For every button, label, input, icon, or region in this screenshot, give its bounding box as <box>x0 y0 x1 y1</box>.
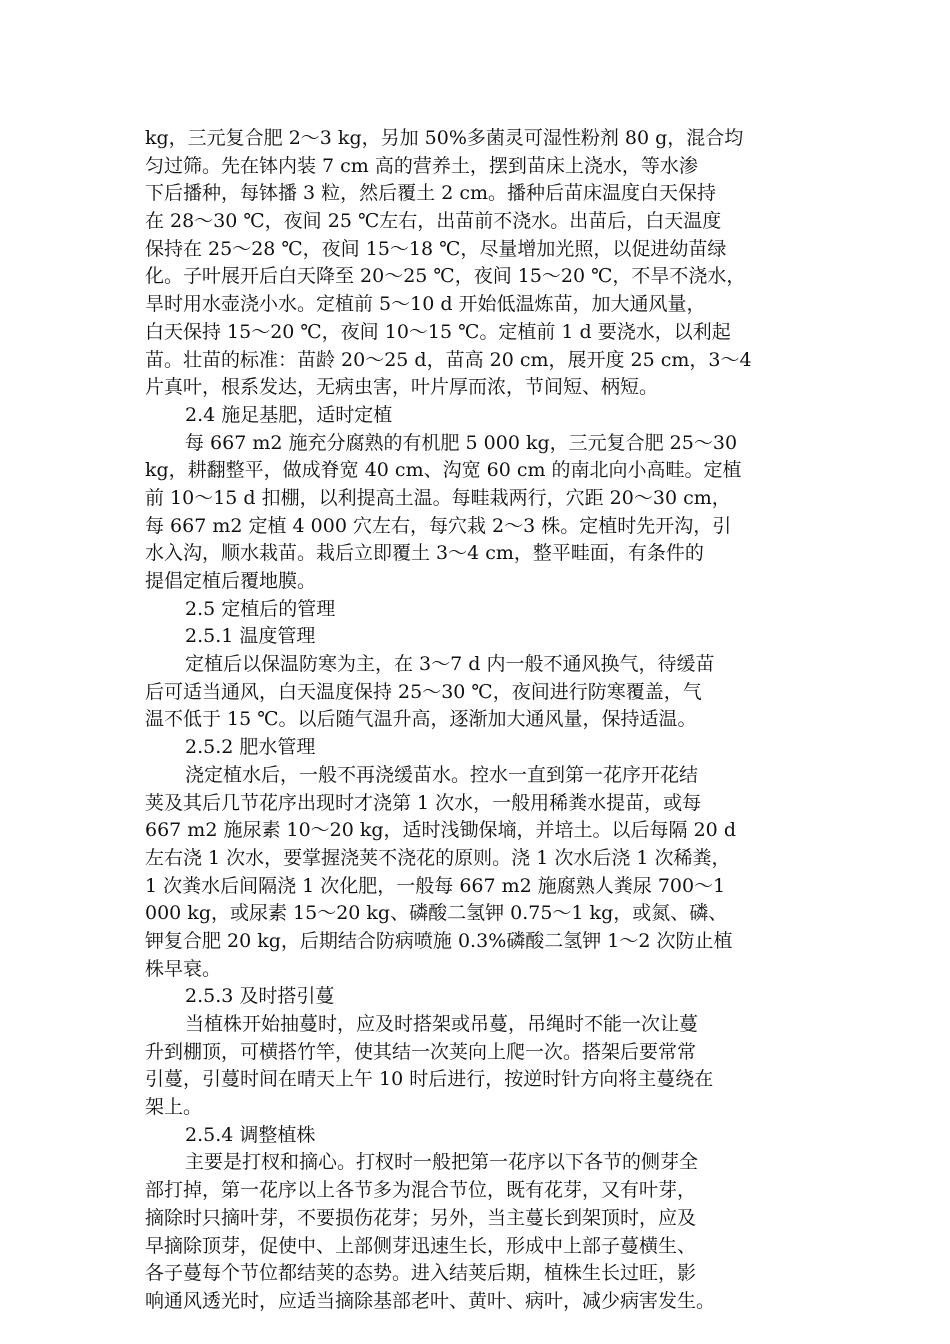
section-heading: 2.5.4 调整植株 <box>185 1123 316 1146</box>
text-line: 后可适当通风，白天温度保持 25～30 ℃，夜间进行防寒覆盖，气 <box>145 680 702 703</box>
text-line: 1 次粪水后间隔浇 1 次化肥，一般每 667 m2 施腐熟人粪尿 700～1 <box>145 874 726 897</box>
text-line: 在 28～30 ℃，夜间 25 ℃左右，出苗前不浇水。出苗后，白天温度 <box>145 210 722 233</box>
text-line: 匀过筛。先在钵内装 7 cm 高的营养土，摆到苗床上浇水，等水渗 <box>145 154 698 177</box>
section-heading: 2.5.3 及时搭引蔓 <box>185 985 335 1008</box>
text-line: 主要是打杈和摘心。打杈时一般把第一花序以下各节的侧芽全 <box>185 1151 699 1174</box>
text-line: 钾复合肥 20 kg，后期结合防病喷施 0.3%磷酸二氢钾 1～2 次防止植 <box>145 929 733 952</box>
text-line: 旱时用水壶浇小水。定植前 5～10 d 开始低温炼苗，加大通风量， <box>145 293 706 316</box>
section-heading: 2.5.1 温度管理 <box>185 625 316 648</box>
text-line: 每 667 m2 施充分腐熟的有机肥 5 000 kg，三元复合肥 25～30 <box>185 431 738 454</box>
text-line: 浇定植水后，一般不再浇缓苗水。控水一直到第一花序开花结 <box>185 763 699 786</box>
text-line: 株早衰。 <box>145 957 222 980</box>
text-line: 当植株开始抽蔓时，应及时搭架或吊蔓，吊绳时不能一次让蔓 <box>185 1013 699 1035</box>
text-line: 左右浇 1 次水，要掌握浇荚不浇花的原则。浇 1 次水后浇 1 次稀粪， <box>145 846 731 869</box>
text-line: 温不低于 15 ℃。以后随气温升高，逐渐加大通风量，保持适温。 <box>145 708 697 731</box>
text-line: 各子蔓每个节位都结荚的态势。进入结荚后期，植株生长过旺，影 <box>145 1262 697 1285</box>
text-line: kg，三元复合肥 2～3 kg，另加 50%多菌灵可湿性粉剂 80 g，混合均 <box>145 127 744 149</box>
section-heading: 2.5 定植后的管理 <box>185 597 336 620</box>
text-line: 升到棚顶，可横搭竹竿，使其结一次荚向上爬一次。搭架后要常常 <box>145 1040 697 1063</box>
text-line: 667 m2 施尿素 10～20 kg，适时浅锄保墒，并培土。以后每隔 20 d <box>145 819 736 842</box>
text-line: 摘除时只摘叶芽，不要损伤花芽；另外，当主蔓长到架顶时，应及 <box>145 1206 697 1229</box>
text-line: 响通风透光时，应适当摘除基部老叶、黄叶、病叶，减少病害发生。 <box>145 1289 716 1312</box>
section-heading: 2.4 施足基肥，适时定植 <box>185 403 393 426</box>
text-line: 定植后以保温防寒为主，在 3～7 d 内一般不通风换气，待缓苗 <box>185 653 715 676</box>
text-line: 部打掉，第一花序以上各节多为混合节位，既有花芽，又有叶芽， <box>145 1179 697 1202</box>
text-line: 000 kg，或尿素 15～20 kg、磷酸二氢钾 0.75～1 kg，或氮、磷、 <box>145 902 728 925</box>
text-line: 前 10～15 d 扣棚，以利提高土温。每畦栽两行，穴距 20～30 cm， <box>145 486 731 509</box>
text-line: 片真叶，根系发达，无病虫害，叶片厚而浓，节间短、柄短。 <box>145 376 659 399</box>
text-line: 提倡定植后覆地膜。 <box>145 570 317 592</box>
text-line: 引蔓，引蔓时间在晴天上午 10 时后进行，按逆时针方向将主蔓绕在 <box>145 1068 714 1091</box>
section-heading: 2.5.2 肥水管理 <box>185 736 316 759</box>
document-page <box>145 125 810 1316</box>
text-line: 下后播种，每钵播 3 粒，然后覆土 2 cm。播种后苗床温度白天保持 <box>145 182 716 205</box>
text-line: 保持在 25～28 ℃，夜间 15～18 ℃，尽量增加光照，以促进幼苗绿 <box>145 237 727 260</box>
text-line: 苗。壮苗的标准：苗龄 20～25 d，苗高 20 cm，展开度 25 cm，3～4 <box>145 348 752 371</box>
text-line: 荚及其后几节花序出现时才浇第 1 次水，一般用稀粪水提苗，或每 <box>145 791 702 814</box>
text-line: 化。子叶展开后白天降至 20～25 ℃，夜间 15～20 ℃，不旱不浇水， <box>145 265 746 288</box>
text-line: 白天保持 15～20 ℃，夜间 10～15 ℃。定植前 1 d 要浇水，以利起 <box>145 320 731 343</box>
text-line: kg，耕翻整平，做成脊宽 40 cm、沟宽 60 cm 的南北向小高畦。定植 <box>145 459 742 482</box>
text-line: 架上。 <box>145 1096 203 1119</box>
text-line: 水入沟，顺水栽苗。栽后立即覆土 3～4 cm，整平畦面，有条件的 <box>145 542 704 565</box>
text-line: 早摘除顶芽，促使中、上部侧芽迅速生长，形成中上部子蔓横生、 <box>145 1234 697 1257</box>
text-line: 每 667 m2 定植 4 000 穴左右，每穴栽 2～3 株。定植时先开沟，引 <box>145 514 732 537</box>
